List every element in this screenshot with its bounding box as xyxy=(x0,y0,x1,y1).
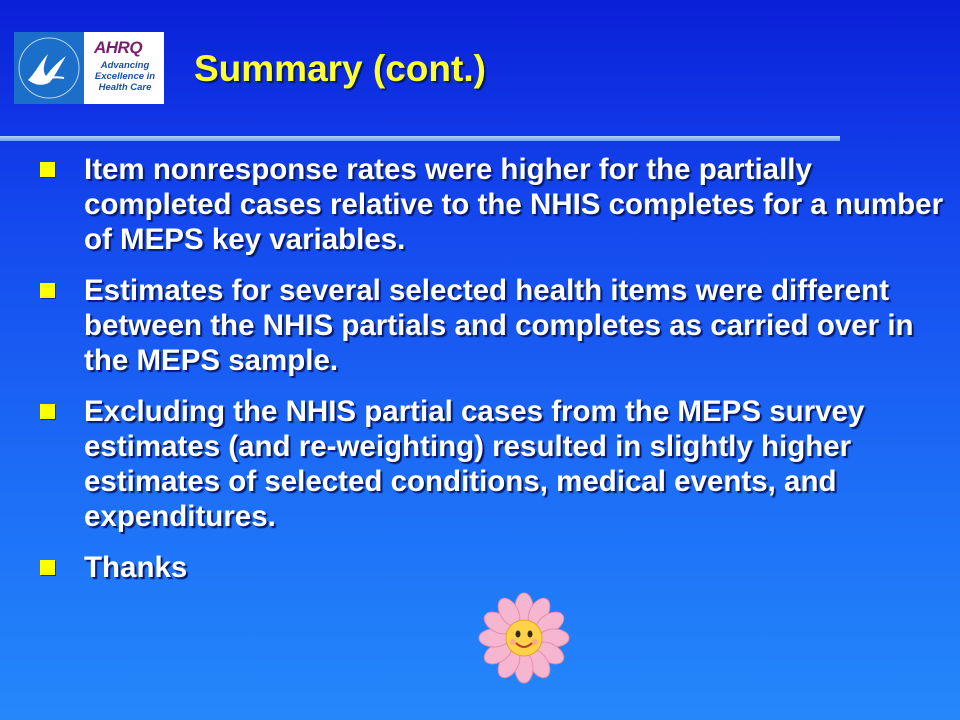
bullet-square-icon xyxy=(40,162,55,177)
ahrq-tagline-line: Excellence in xyxy=(94,71,156,82)
bullet-item xyxy=(38,273,953,378)
bullet-square-icon xyxy=(40,404,55,419)
ahrq-tagline-line: Advancing xyxy=(100,60,150,71)
bullet-text: Thanks xyxy=(84,551,188,584)
bullet-square-icon xyxy=(40,283,55,298)
hhs-eagle-logo-icon xyxy=(14,32,84,104)
bullet-square-icon xyxy=(40,560,55,575)
smiling-flower-icon xyxy=(478,592,570,684)
bullet-item xyxy=(38,550,953,585)
ahrq-tagline-line: Health Care xyxy=(98,82,152,93)
bullet-text: Excluding the NHIS partial cases from the MEPS survey estimates (and re-weighting) resulted in slightly higher estimates of selected conditions, medical events, and expenditures. xyxy=(84,395,865,533)
ahrq-logo xyxy=(84,32,164,104)
logo-block xyxy=(14,32,164,104)
title-divider xyxy=(0,136,840,141)
ahrq-name: AHRQ xyxy=(94,38,143,57)
ahrq-tagline xyxy=(88,60,162,93)
bullet-item xyxy=(38,394,953,534)
bullet-list xyxy=(38,152,953,601)
bullet-text: Estimates for several selected health items were different between the NHIS partials and completes as carried over in the MEPS sample. xyxy=(84,274,914,377)
bullet-text: Item nonresponse rates were higher for the partially completed cases relative to the NHIS completes for a number of MEPS key variables. xyxy=(84,153,944,256)
bullet-item xyxy=(38,152,953,257)
slide-title: Summary (cont.) xyxy=(194,48,486,89)
